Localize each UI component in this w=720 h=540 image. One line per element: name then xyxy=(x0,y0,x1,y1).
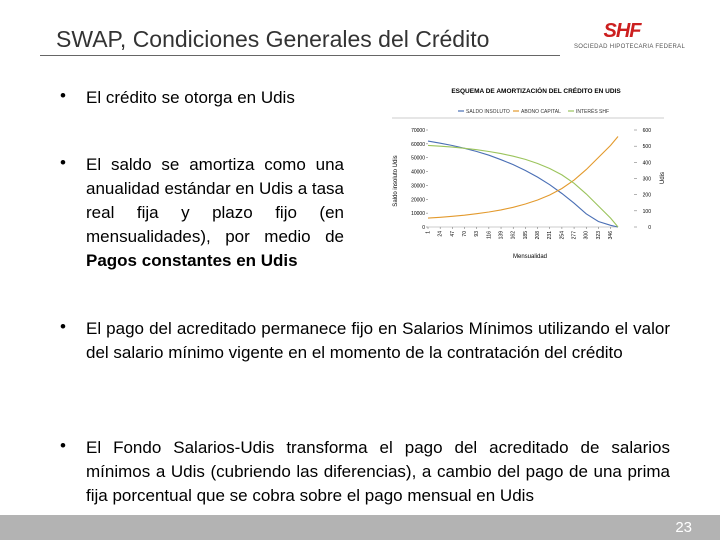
y-left-tick-label: 20000 xyxy=(411,197,425,204)
series-line-0 xyxy=(428,141,618,227)
bullet-text-2-bold: Pagos constantes en Udis xyxy=(86,251,298,270)
bullet-marker-1: • xyxy=(60,86,66,105)
bullet-text-1: El crédito se otorga en Udis xyxy=(86,88,295,107)
title-divider xyxy=(40,55,560,56)
y-right-tick-label: 500 xyxy=(642,144,651,151)
bullet-text-4: El Fondo Salarios-Udis transforma el pago del acreditado de salarios mínimos a Udis (cubriendo las diferencias), a cambio del pago de una prima fija porcentual que se cobra sobre el pago mensual en Udis xyxy=(86,438,670,505)
y-right-tick-label: 400 xyxy=(642,160,651,167)
slide-title: SWAP, Condiciones Generales del Crédito xyxy=(56,26,490,52)
logo-subtitle: SOCIEDAD HIPOTECARIA FEDERAL xyxy=(574,44,686,50)
legend-label-2: INTERÉS SHF xyxy=(576,109,610,115)
y-left-tick-label: 60000 xyxy=(411,141,425,148)
x-tick-label: 1 xyxy=(425,231,432,234)
bullet-text-2-regular: El saldo se amortiza como una anualidad estándar en Udis a tasa real fija y plazo fijo (en mensualidades), por medio de xyxy=(86,155,345,246)
legend-label-1: ABONO CAPITAL xyxy=(521,109,561,115)
page-number: 23 xyxy=(675,519,692,536)
y-left-tick-label: 10000 xyxy=(411,211,425,218)
bullet-marker-3: • xyxy=(60,317,66,336)
x-tick-label: 47 xyxy=(449,231,456,237)
x-tick-label: 323 xyxy=(595,231,602,240)
x-tick-label: 116 xyxy=(486,231,493,239)
x-tick-label: 208 xyxy=(535,231,542,240)
series-line-1 xyxy=(428,137,618,219)
x-tick-label: 231 xyxy=(547,231,554,240)
x-tick-label: 139 xyxy=(498,231,505,240)
bullet-marker-2: • xyxy=(60,153,66,172)
y-left-tick-label: 70000 xyxy=(411,128,425,134)
bullet-text-2 xyxy=(86,153,344,273)
chart-title: ESQUEMA DE AMORTIZACIÓN DEL CRÉDITO EN UDIS xyxy=(451,88,621,95)
x-tick-label: 162 xyxy=(510,231,517,240)
bullet-text-3: El pago del acreditado permanece fijo en Salarios Mínimos utilizando el valor del salario mínimo vigente en el momento de la contratación del crédito xyxy=(86,319,670,362)
chart-lines xyxy=(428,137,618,228)
x-tick-label: 70 xyxy=(462,231,469,237)
x-tick-label: 300 xyxy=(583,231,590,240)
shf-logo xyxy=(574,20,686,52)
y-right-tick-label: 0 xyxy=(648,225,651,231)
footer-bar xyxy=(0,515,720,540)
y-axis-right-label: Udis xyxy=(660,171,666,185)
y-right-tick-label: 600 xyxy=(642,128,651,134)
chart-legend xyxy=(458,108,609,115)
y-axis-left-label: Saldo insoluto Udis xyxy=(393,155,399,207)
x-tick-label: 185 xyxy=(522,231,529,240)
y-right-tick-label: 100 xyxy=(642,208,651,215)
y-left-tick-label: 30000 xyxy=(411,183,425,190)
y-left-tick-label: 50000 xyxy=(411,155,425,162)
y-right-tick-label: 300 xyxy=(642,176,651,183)
x-tick-label: 254 xyxy=(559,231,566,240)
x-tick-label: 277 xyxy=(571,231,578,240)
x-tick-label: 93 xyxy=(474,231,481,237)
x-tick-label: 346 xyxy=(608,231,615,240)
x-axis-label: Mensualidad xyxy=(512,254,548,260)
logo-mark: SHF xyxy=(603,20,641,42)
bullet-marker-4: • xyxy=(60,436,66,455)
series-line-2 xyxy=(428,145,618,227)
x-tick-label: 24 xyxy=(437,231,444,237)
amortization-chart xyxy=(388,82,668,277)
y-left-tick-label: 0 xyxy=(422,225,425,231)
y-right-tick-label: 200 xyxy=(642,192,651,199)
y-left-tick-label: 40000 xyxy=(411,169,425,176)
legend-label-0: SALDO INSOLUTO xyxy=(466,109,510,115)
